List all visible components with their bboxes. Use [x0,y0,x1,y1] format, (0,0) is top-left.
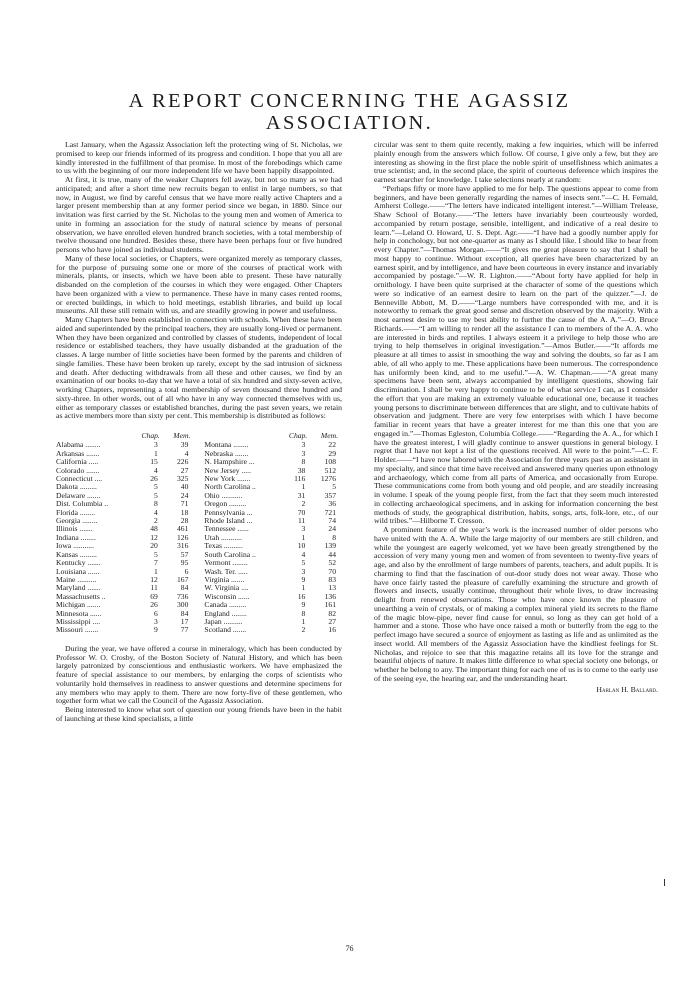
chapter-count: 1 [301,616,306,626]
member-count: 82 [328,608,336,618]
state-name: Maine .......... [56,574,97,584]
state-name: Oregon ......... [204,499,247,509]
member-count: 57 [180,549,189,559]
state-name: Kansas ......... [56,549,97,559]
state-name: Colorado ....... [56,465,100,475]
table-row [56,626,342,634]
chapter-count: 6 [154,608,158,618]
state-name: Kentucky ....... [56,558,101,568]
member-count: 126 [176,532,189,542]
chapter-count: 38 [297,465,306,475]
state-name: Georgia ........ [56,516,98,526]
article-title-line-1: A REPORT CONCERNING THE AGASSIZ [128,90,571,112]
chapter-count: 7 [154,558,158,568]
chapter-count: 3 [301,566,306,576]
chapter-count: 31 [297,490,306,500]
state-name: Canada ......... [204,600,247,610]
state-name: Tennessee ...... [204,524,249,534]
chapter-count: 20 [150,541,158,551]
table-row [56,475,342,483]
column-header: Chap. [288,431,308,440]
chapter-count: 2 [154,516,158,526]
state-name: Vermont ........ [204,558,248,568]
member-count: 161 [324,600,336,610]
chapter-count: 5 [301,558,306,568]
chapter-count: 9 [301,574,306,584]
member-count: 52 [328,558,336,568]
member-count: 139 [324,541,336,551]
paragraph: Many Chapters have been established in connection with schools. When these have been aided and superintended by the principal teachers, they are usually long-lived or permanent. When they have been organized and controlled by classes of students, independent of local residence or established teachers, they have usually disbanded at the graduation of the classes. A large number of little societies have been formed by the parents and children of single families. These have been broken up rarely, except by the sad intrusion of sickness and death. After deducting withdrawals from all these and other causes, we find by an examination of our books to-day that we have a total of six hundred and sixty-seven active, working Chapters, representing a total membership of seven thousand three hundred and sixty-three. In other words, out of all who have in any way connected themselves with us, either as temporary classes or established branches, during the past seven years, we retain as active members more than sixty per cent. This membership is distributed as follows: [56,315,342,421]
chapter-count: 12 [150,532,158,542]
state-name: Connecticut .... [56,474,103,484]
table-row [56,618,342,626]
state-name: Dist. Columbia .. [56,499,109,509]
member-count: 1276 [320,474,336,484]
member-count: 136 [324,591,336,601]
member-count: 721 [324,507,336,517]
member-count: 70 [328,566,336,576]
state-name: England ........ [204,608,247,618]
member-count: 29 [328,448,336,458]
chapter-count: 1 [301,532,306,542]
state-name: Ohio ........... [204,490,243,500]
member-count: 18 [180,507,189,517]
state-name: New Jersey ..... [204,465,251,475]
state-name: Indiana ........ [56,532,96,542]
state-name: Arkansas ....... [56,448,100,458]
state-name: Japan .......... [204,616,243,626]
member-count: 44 [328,549,336,559]
chapter-count: 2 [301,625,306,635]
chapter-count: 69 [150,591,158,601]
state-name: Missouri ....... [56,625,99,635]
state-name: W. Virginia .... [204,583,249,593]
chapter-count: 16 [297,591,306,601]
member-count: 27 [180,465,189,475]
state-name: Michigan ....... [56,600,101,610]
state-name: Utah ........... [204,532,242,542]
column-header: Mem. [173,431,191,440]
member-count: 226 [176,457,189,467]
chapter-count: 15 [150,457,158,467]
state-name: Delaware ....... [56,490,101,500]
margin-mark [664,879,665,886]
member-count: 357 [324,490,336,500]
member-count: 461 [176,524,189,534]
state-name: North Carolina .. [204,482,256,492]
chapter-count: 26 [150,600,158,610]
member-count: 40 [180,482,189,492]
state-name: Rhode Island ... [204,516,253,526]
member-count: 512 [324,465,336,475]
member-count: 4 [184,448,189,458]
chapter-count: 3 [154,440,158,450]
state-name: Pennsylvania ... [204,507,253,517]
member-count: 16 [328,625,336,635]
state-name: Minnesota ...... [56,608,102,618]
state-name: California ..... [56,457,99,467]
state-name: Montana ........ [204,440,249,450]
chapter-count: 4 [301,549,306,559]
member-count: 24 [180,490,189,500]
paragraph: At first, it is true, many of the weaker Chapters fell away, but not so many as we had anticipated; and after a short time new recruits began to enlist in large numbers, so that now, in August, we find by careful census that we have more really active Chapters and a larger present membership than at any former period since we began, in 1880. Since our invitation was first carried by the St. Nicholas to the young men and women of America to unite in forming an association for the study of natural science by means of personal observation, we have enrolled eleven hundred branch societies, with a total membership of twelve thousand one hundred. Besides these, there have been perhaps four or five hundred persons who have joined as individual students. [56,175,342,254]
table-body [56,441,342,634]
state-name: Wisconsin ...... [204,591,250,601]
state-name: N. Hampshire ... [204,457,255,467]
page-number: 76 [345,944,354,953]
state-name: South Carolina .. [204,549,256,559]
member-count: 108 [324,457,336,467]
author-signature: Harlan H. Ballard. [596,684,658,694]
chapter-count: 8 [154,499,158,509]
chapter-count: 3 [154,616,158,626]
state-name: Scotland ....... [204,625,247,635]
chapter-count: 70 [297,507,306,517]
chapter-count: 48 [150,524,158,534]
member-count: 13 [328,583,336,593]
table-row [56,450,342,458]
chapter-count: 5 [154,482,158,492]
state-name: Florida ........ [56,507,96,517]
state-name: Illinois ....... [56,524,93,534]
member-count: 167 [176,574,189,584]
chapter-count: 1 [154,566,158,576]
chapter-count: 11 [297,516,306,526]
state-name: Nebraska ....... [204,448,249,458]
member-count: 22 [328,440,336,450]
member-count: 36 [328,499,336,509]
member-count: 77 [180,625,189,635]
right-column [374,141,658,694]
chapter-count: 3 [301,440,306,450]
chapter-count: 9 [301,600,306,610]
member-count: 316 [176,541,189,551]
paragraph: During the year, we have offered a course in mineralogy, which has been conducted by Professor W. O. Crosby, of the Boston Society of Natural History, and which has been largely patronized by conscientious and enthusiastic workers. We have emphasized the feature of special assistance to our members, by enlarging the corps of scientists who voluntarily hold themselves in readiness to answer questions and determine specimens for any members who may apply to them. There are now forty-five of these gentlemen, who together form what we call the Council of the Agassiz Association. [56,643,342,706]
chapter-count: 12 [150,574,158,584]
column-header: Mem. [320,431,338,440]
left-column [56,141,342,724]
member-count: 83 [328,574,336,584]
paragraph: A prominent feature of the year’s work is the increased number of older persons who have united with the A. A. While the large majority of our members are still children, and while the youngest are eagerly welcomed, yet we have been greatly strengthened by the accession of very many young men and women of from seventeen to twenty-five years of age, and also by the enrollment of large numbers of parents, teachers, and adult pupils. It is charming to find that the fascination of out-door study does not wear away. Those who have once fairly tasted the pleasure of carefully examining the structure and growth of flowers and insects, usually continue, throughout their whole lives, to draw increasing delight from renewed observations. Those who have once known the pleasure of unearthing a vein of crystals, or of making a complex mineral yield its secrets to the flame of the magic blow-pipe, never find cause for ennui, so long as they can get hold of a hammer and a stone. Those who have once raised a moth or butterfly from the egg to the perfect imago have secured a source of enjoyment as lasting as life and as unlimited as the insect world. All members of the Agassiz Association have the kindliest feelings for St. Nicholas, and rejoice to see that this magazine retains all its love for the strange and beautiful objects of nature. It makes little difference to what special society one belongs, or whether he belong to any. The important thing for each one of us is to come to the early use of the seeing eye, the hearing ear, and the understanding heart. [374,525,658,683]
state-name: Alabama ........ [56,440,101,450]
chapter-count: 10 [297,541,306,551]
chapter-count: 1 [301,583,306,593]
state-name: Louisiana ...... [56,566,100,576]
paragraph: Last January, when the Agassiz Association left the protecting wing of St. Nicholas, we promised to keep our friends informed of its progress and condition. I hope that you all are kindly interested in the fulfillment of that promise. In most of the forebodings which came to us with the beginning of our more independent life we have been happily disappointed. [56,140,342,176]
chapter-count: 3 [301,524,306,534]
state-name: Mississippi .... [56,616,101,626]
state-name: Iowa ........... [56,541,94,551]
state-name: Massachusetts .. [56,591,106,601]
member-count: 5 [332,482,336,492]
member-count: 6 [184,566,189,576]
state-name: Wash. Ter. ..... [204,566,248,576]
member-count: 71 [180,499,189,509]
state-name: Maryland ....... [56,583,101,593]
state-name: Dakota ......... [56,482,97,492]
paragraph: Many of these local societies, or Chapters, were organized merely as temporary classes, for the purpose of pursuing some one or more of the courses of practical work with minerals, plants, or insects, which we have been able to present. These have naturally disbanded on the completion of the courses in which they were engaged. Other Chapters have been organized with a view to permanence. These have in many cases rented rooms, or erected buildings, in which to hold meetings, establish libraries, and build up local museums. All these still remain with us, and are steadily growing in power and usefulness. [56,253,342,316]
chapter-count: 4 [154,465,158,475]
member-count: 8 [332,532,336,542]
chapter-count: 116 [294,474,306,484]
chapter-count: 11 [150,583,158,593]
chapter-count: 9 [154,625,158,635]
member-count: 39 [180,440,189,450]
paragraph: Being interested to know what sort of question our young friends have been in the habit of launching at these kind specialists, a little [56,705,342,723]
state-name: Virginia ....... [204,574,245,584]
member-count: 24 [328,524,336,534]
member-count: 300 [176,600,189,610]
member-count: 84 [180,583,189,593]
chapter-count: 5 [154,490,158,500]
paragraph: “Perhaps fifty or more have applied to me for help. The questions appear to come from beginners, and have been generally regarding the names of insects sent.”—C. H. Fernald, Amherst College.——“The letters have indicated intelligent interest.”—William Trelease, Shaw School of Botany.——“The letters have invariably been courteously worded, accompanied by return postage, sensible, intelligent, and indicative of a real desire to learn.”—Leland O. Howard, U. S. Dept. Agr.——“I have had a goodly number apply for help in conchology, but not one-quarter as many as I should like. I should like to hear from every Chapter.”—Thomas Morgan.——“It gives me great pleasure to say that I shall be most happy to continue. Without exception, all queries have been characterized by an earnest spirit, and by intelligence, and have been courteous in every instance and invariably accompanied by postage.”—W. R. Lighton.——“About forty have applied for help in ornithology. I have been quite surprised at the character of some of the questions which were so indicative of an earnest desire to learn on the part of the quizzer.”—J. de Benneville Abbott, M. D.——“Large numbers have corresponded with me, and it is noteworthy to remark the great good sense and discretion observed by the majority. With a most earnest desire to use my best ability to further the cause of the A. A.”—O. Bruce Richards.——“I am willing to render all the assistance I can to members of the A. A. who are interested in birds and reptiles. I always esteem it a privilege to help those who are trying to help themselves in original investigation.”—Amos Butler.——“It affords me pleasure at all times to assist in smoothing the way and solving the doubts, so far as I am able, of all who apply to me. These applications have been numerous. The correspondence has uniformly been kind, and to me useful.”—A. W. Chapman.——“A great many specimens have been sent, always accompanied by intelligent questions, showing fair discrimination. I shall be very happy to continue to be of what service I can, as I consider the effort that you are making an extremely valuable educational one, because it teaches young persons to discriminate between differences that are slight, and to cultivate habits of observation and judgment. There are very few enterprises with which I have become familiar in recent years that have a greater interest for me than this one that you are engaged in.”—Thomas Egleston, Columbia College.——“Regarding the A. A., for which I have the greatest interest, I will gladly continue to answer questions in general biology. I regret that I have not kept a list of the questions received. All were to the point.”—C. F. Holder.——“I have now labored with the Association for three years past as an assistant in my specialty, and since that time have received and answered many queries upon ethnology and archaeology, which come from all parts of America, and occasionally from Europe. These communications come from both young and old people, and are steadily increasing in volume. I speak of the young people first, from the fact that they seem much interested in collecting archaeological specimens, and in asking for information concerning the best methods of study, the geographical distribution, habits, songs, arts, folk-lore, etc., of our wild tribes.”—Hilborne T. Cresson. [374,183,658,526]
state-name: New York ....... [204,474,251,484]
member-count: 736 [176,591,189,601]
member-count: 27 [328,616,336,626]
chapter-count: 3 [301,448,306,458]
chapter-count: 1 [154,448,158,458]
chapter-count: 8 [301,608,306,618]
chapter-count: 26 [150,474,158,484]
member-count: 84 [180,608,189,618]
state-name: Texas .......... [204,541,243,551]
member-count: 95 [180,558,189,568]
chapter-count: 4 [154,507,158,517]
member-count: 28 [180,516,189,526]
column-header: Chap. [141,431,160,440]
article-title-line-2: ASSOCIATION. [265,112,434,134]
table-row [56,517,342,525]
chapter-count: 1 [301,482,306,492]
member-count: 17 [180,616,189,626]
member-count: 325 [176,474,189,484]
member-count: 74 [328,516,336,526]
membership-table [56,432,342,635]
table-row [56,525,342,533]
table-row [56,568,342,576]
chapter-count: 5 [154,549,158,559]
table-row [56,542,342,550]
chapter-count: 2 [301,499,306,509]
paragraph: circular was sent to them quite recently, making a few inquiries, which will be inferred plainly enough from the answers which follow. Of course, I give only a few, but they are interesting as showing in the first place the noble spirit of unselfishness which animates a true scientist; and, in the second place, the spirit of courteous deference which inspires the earnest searcher for knowledge. I take selections nearly at random: [374,140,658,184]
chapter-count: 8 [301,457,306,467]
